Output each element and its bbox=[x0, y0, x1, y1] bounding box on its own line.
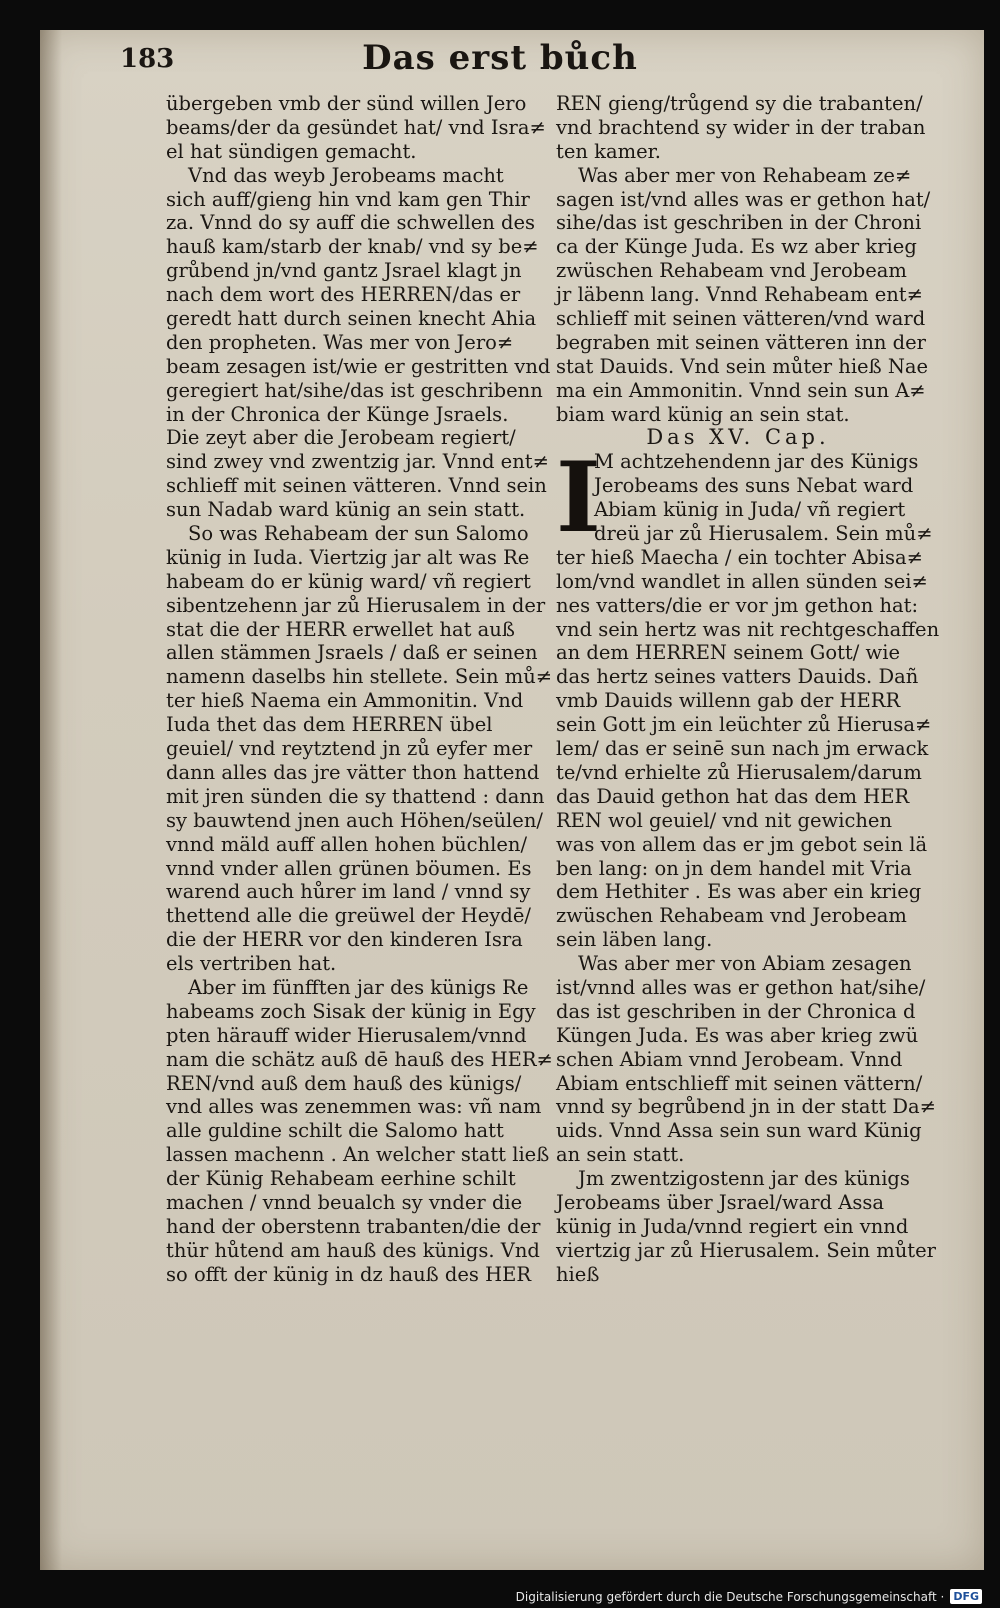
text-line: übergeben vmb der sünd willen Jero bbox=[166, 92, 527, 115]
text-line: der Künig Rehabeam eerhine schilt bbox=[166, 1167, 516, 1191]
text-line: vnnd vnder allen grünen böumen. Es bbox=[166, 856, 532, 880]
chapter-heading: Das XV. Cap. bbox=[646, 425, 830, 450]
text-line: hieß bbox=[556, 1262, 600, 1286]
text-line: Jerobeams des suns Nebat ward bbox=[594, 474, 914, 498]
text-line: nach dem wort des HERREN/das er bbox=[166, 283, 521, 307]
text-line: el hat sündigen gemacht. bbox=[166, 139, 417, 163]
dfg-logo: DFG bbox=[950, 1589, 982, 1604]
text-line: machen / vnnd beualch sy vnder die bbox=[166, 1190, 523, 1214]
text-line: jr läbenn lang. Vnnd Rehabeam ent≠ bbox=[556, 283, 923, 307]
text-line: ten kamer. bbox=[556, 139, 661, 163]
drop-initial: I bbox=[556, 441, 601, 555]
text-line: thettend alle die greüwel der Heydē/ bbox=[166, 904, 531, 928]
text-line: geuiel/ vnd reytztend jn zů eyfer mer bbox=[166, 737, 533, 761]
text-line: sagen ist/vnd alles was er gethon hat/ bbox=[556, 187, 931, 211]
text-line: ca der Künge Juda. Es wz aber krieg bbox=[556, 235, 917, 259]
text-line: Küngen Juda. Es was aber krieg zwü bbox=[556, 1023, 919, 1047]
text-line: nam die schätz auß dē hauß des HER≠ bbox=[166, 1047, 553, 1071]
text-line: schen Abiam vnnd Jerobeam. Vnnd bbox=[556, 1047, 903, 1071]
text-line: Was aber mer von Rehabeam ze≠ bbox=[578, 163, 912, 187]
text-line: allen stämmen Jsraels / daß er seinen bbox=[166, 641, 538, 665]
text-line: vmb Dauids willenn gab der HERR bbox=[556, 689, 901, 713]
text-line: Iuda thet das dem HERREN übel bbox=[166, 713, 493, 737]
text-line: vnnd sy begrůbend jn in der statt Da≠ bbox=[556, 1095, 936, 1119]
text-line: ter hieß Naema ein Ammonitin. Vnd bbox=[166, 689, 524, 713]
text-line: so offt der künig in dz hauß des HER bbox=[166, 1262, 532, 1286]
text-line: begraben mit seinen vätteren inn der bbox=[556, 330, 927, 354]
text-line: hauß kam/starb der knab/ vnd sy be≠ bbox=[166, 235, 539, 259]
text-line: Jerobeams über Jsrael/ward Assa bbox=[556, 1190, 885, 1214]
text-line: M achtzehendenn jar des Künigs bbox=[594, 450, 919, 474]
text-line: warend auch hůrer im land / vnnd sy bbox=[166, 880, 531, 904]
text-line: ma ein Ammonitin. Vnnd sein sun A≠ bbox=[556, 378, 926, 402]
text-line: zwüschen Rehabeam vnd Jerobeam bbox=[556, 904, 907, 928]
text-line: vnd alles was zenemmen was: vñ nam bbox=[166, 1095, 542, 1119]
text-line: zwüschen Rehabeam vnd Jerobeam bbox=[556, 259, 907, 283]
page-number: 183 bbox=[120, 44, 175, 74]
text-line: vnd sein hertz was nit rechtgeschaffen bbox=[556, 617, 940, 641]
text-line: uids. Vnnd Assa sein sun ward Künig bbox=[556, 1119, 922, 1143]
text-line: ter hieß Maecha / ein tochter Abisa≠ bbox=[556, 545, 923, 569]
text-line: Abiam entschlieff mit seinen vättern/ bbox=[556, 1071, 923, 1095]
text-line: an dem HERREN seinem Gott/ wie bbox=[556, 641, 900, 665]
text-line: biam ward künig an sein stat. bbox=[556, 402, 850, 426]
text-line: künig in Iuda. Viertzig jar alt was Re bbox=[166, 545, 530, 569]
text-line: za. Vnnd do sy auff die schwellen des bbox=[166, 211, 536, 235]
left-column bbox=[166, 92, 553, 1287]
text-line: den propheten. Was mer von Jero≠ bbox=[166, 330, 514, 354]
text-line: dann alles das jre vätter thon hattend bbox=[166, 760, 540, 784]
text-line: Jm zwentzigostenn jar des künigs bbox=[578, 1167, 910, 1191]
right-column bbox=[556, 92, 940, 1287]
text-line: sich auff/gieng hin vnd kam gen Thir bbox=[166, 187, 530, 211]
text-line: viertzig jar zů Hierusalem. Sein můter bbox=[556, 1238, 936, 1262]
text-line: stat die der HERR erwellet hat auß bbox=[166, 617, 515, 641]
text-line: mit jren sünden die sy thattend : dann bbox=[166, 784, 545, 808]
text-line: thür hůtend am hauß des künigs. Vnd bbox=[166, 1238, 540, 1262]
text-line: sind zwey vnd zwentzig jar. Vnnd ent≠ bbox=[166, 450, 549, 474]
text-line: pten härauff wider Hierusalem/vnnd bbox=[166, 1023, 527, 1047]
text-line: Abiam künig in Juda/ vñ regiert bbox=[594, 498, 906, 522]
text-line: ben lang: on jn dem handel mit Vria bbox=[556, 856, 912, 880]
text-line: lassen machenn . An welcher statt ließ bbox=[166, 1143, 550, 1167]
text-line: das hertz seines vatters Dauids. Dañ bbox=[556, 665, 919, 689]
footer-credit bbox=[516, 1589, 982, 1604]
text-line: sihe/das ist geschriben in der Chroni bbox=[556, 211, 922, 235]
text-line: REN wol geuiel/ vnd nit gewichen bbox=[556, 808, 893, 832]
text-line: REN/vnd auß dem hauß des künigs/ bbox=[166, 1071, 522, 1095]
text-line: beams/der da gesündet hat/ vnd Isra≠ bbox=[166, 115, 546, 139]
text-line: els vertriben hat. bbox=[166, 952, 337, 976]
text-line: was von allem das er jm gebot sein lä bbox=[556, 832, 928, 856]
text-line: in der Chronica der Künge Jsraels. bbox=[166, 402, 509, 426]
text-line: REN gieng/trůgend sy die trabanten/ bbox=[556, 92, 923, 115]
text-line: schlieff mit seinen vätteren/vnd ward bbox=[556, 307, 926, 331]
text-line: schlieff mit seinen vätteren. Vnnd sein bbox=[166, 474, 547, 498]
text-line: Vnd das weyb Jerobeams macht bbox=[188, 163, 504, 187]
text-line: hand der oberstenn trabanten/die der bbox=[166, 1214, 541, 1238]
running-title: Das erst bůch bbox=[362, 38, 638, 78]
text-line: dem Hethiter . Es was aber ein krieg bbox=[556, 880, 922, 904]
text-line: sein Gott jm ein leüchter zů Hierusa≠ bbox=[556, 713, 932, 737]
text-line: geregiert hat/sihe/das ist geschribenn bbox=[166, 378, 543, 402]
text-line: dreü jar zů Hierusalem. Sein mů≠ bbox=[594, 522, 933, 546]
text-line: vnnd mäld auff allen hohen büchlen/ bbox=[166, 832, 528, 856]
right-column-bottom bbox=[556, 545, 940, 1287]
initial-lines bbox=[556, 441, 933, 555]
right-column-top bbox=[556, 92, 931, 426]
footer-text: Digitalisierung gefördert durch die Deutsche Forschungsgemeinschaft · bbox=[515, 1589, 945, 1604]
text-line: sy bauwtend jnen auch Höhen/seülen/ bbox=[166, 808, 543, 832]
text-line: künig in Juda/vnnd regiert ein vnnd bbox=[556, 1214, 909, 1238]
text-line: vnd brachtend sy wider in der traban bbox=[556, 115, 926, 139]
text-line: stat Dauids. Vnd sein můter hieß Nae bbox=[556, 354, 929, 378]
text-line: nes vatters/die er vor jm gethon hat: bbox=[556, 593, 919, 617]
text-line: namenn daselbs hin stellete. Sein mů≠ bbox=[166, 665, 553, 689]
text-line: lem/ das er seinē sun nach jm erwack bbox=[556, 737, 929, 761]
text-line: alle guldine schilt die Salomo hatt bbox=[166, 1119, 504, 1143]
text-line: grůbend jn/vnd gantz Jsrael klagt jn bbox=[166, 259, 522, 283]
text-line: das Dauid gethon hat das dem HER bbox=[556, 784, 910, 808]
text-line: ist/vnnd alles was er gethon hat/sihe/ bbox=[556, 975, 926, 999]
text-line: Die zeyt aber die Jerobeam regiert/ bbox=[166, 426, 516, 450]
text-line: sein läben lang. bbox=[556, 928, 713, 952]
text-line: die der HERR vor den kinderen Isra bbox=[166, 928, 523, 952]
text-line: sibentzehenn jar zů Hierusalem in der bbox=[166, 593, 546, 617]
text-line: Was aber mer von Abiam zesagen bbox=[578, 952, 912, 976]
text-line: habeam do er künig ward/ vñ regiert bbox=[166, 569, 531, 593]
text-line: sun Nadab ward künig an sein statt. bbox=[166, 498, 526, 522]
text-line: So was Rehabeam der sun Salomo bbox=[188, 522, 529, 546]
text-line: lom/vnd wandlet in allen sünden sei≠ bbox=[556, 569, 928, 593]
text-line: te/vnd erhielte zů Hierusalem/darum bbox=[556, 760, 922, 784]
text-line: habeams zoch Sisak der künig in Egy bbox=[166, 999, 536, 1023]
text-line: beam zesagen ist/wie er gestritten vnd bbox=[166, 354, 551, 378]
text-line: geredt hatt durch seinen knecht Ahia bbox=[166, 307, 537, 331]
chapter-opening bbox=[556, 441, 933, 555]
text-line: das ist geschriben in der Chronica d bbox=[556, 999, 916, 1023]
text-line: an sein statt. bbox=[556, 1143, 685, 1167]
text-line: Aber im fünfften jar des künigs Re bbox=[188, 975, 529, 999]
